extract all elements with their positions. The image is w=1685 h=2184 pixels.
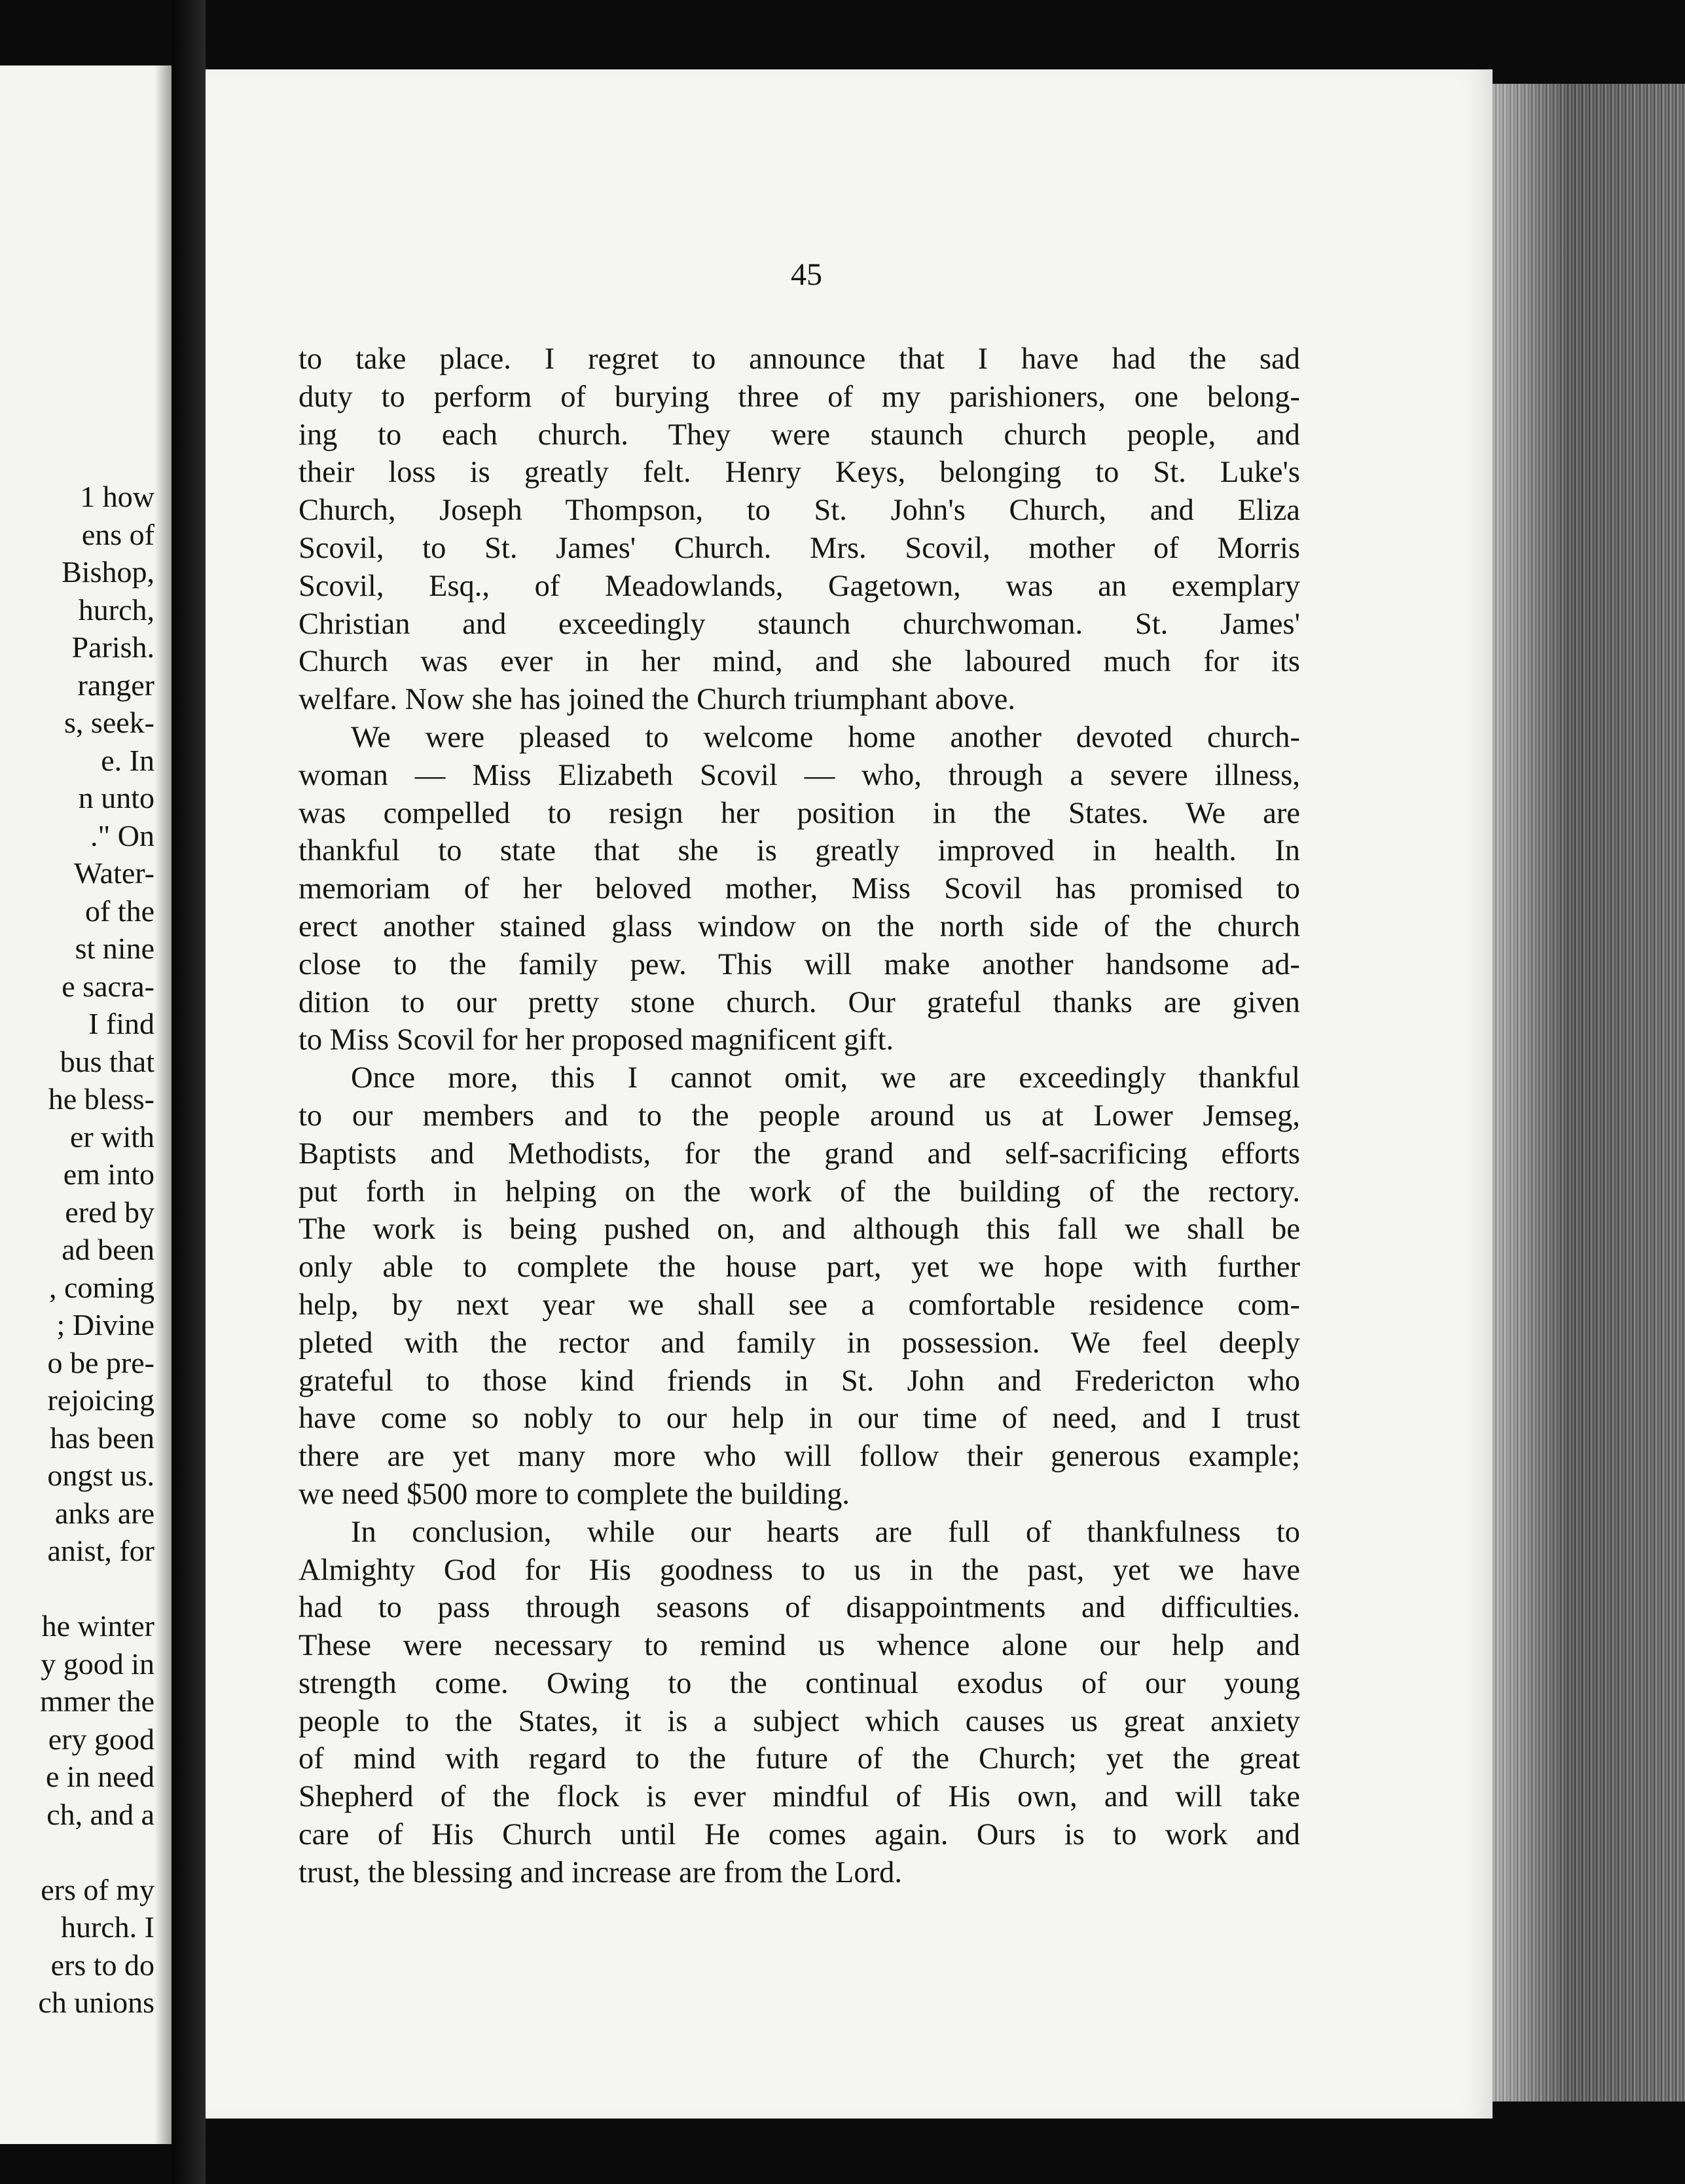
text-line: dition to our pretty stone church. Our grateful thanks are given [299,985,1300,1019]
text-line: Almighty God for His goodness to us in the past, yet we have [299,1553,1300,1587]
left-page-line: mmer the [40,1684,154,1718]
left-page-line: 1 how [80,480,154,513]
text-line: Once more, this I cannot omit, we are exceedingly thankful [351,1061,1300,1095]
left-page-line: ers of my [41,1872,154,1906]
left-page-line: st nine [75,932,154,965]
text-line: In conclusion, while our hearts are full of thankfulness to [351,1515,1300,1549]
text-line: of mind with regard to the future of the Church; yet the great [299,1742,1300,1776]
text-line: to our members and to the people around us at Lower Jemseg, [299,1099,1300,1133]
left-page-line: ery good [48,1722,154,1756]
left-page-line: , coming [49,1270,154,1304]
left-page-line: er with [69,1119,154,1154]
book-gutter [172,0,206,2184]
page-edges [1493,84,1685,2102]
text-line: there are yet many more who will follow their generous example; [299,1440,1300,1474]
text-line: people to the States, it is a subject which causes us great anxiety [299,1704,1300,1738]
text-line: welfare. Now she has joined the Church triumphant above. [299,683,1016,717]
left-page-line: Bishop, [62,555,154,589]
left-page-line: e sacra- [62,969,154,1003]
text-line: to Miss Scovil for her proposed magnificent gift. [299,1023,894,1057]
left-page-line: ongst us. [47,1459,154,1492]
left-page-line: ." On [90,818,154,852]
left-page-line: ch, and a [46,1797,154,1831]
text-line: Church was ever in her mind, and she laboured much for its [299,645,1300,679]
page-edges-shading [1493,84,1685,2102]
left-page-line: ; Divine [56,1308,154,1341]
text-line: Scovil, to St. James' Church. Mrs. Scovil, mother of Morris [299,531,1300,565]
left-page-line: em into [63,1157,154,1191]
text-line: We were pleased to welcome home another devoted church- [351,720,1300,754]
left-page-binding-shadow [154,65,172,2144]
left-page-line: ad been [62,1233,154,1266]
text-line: we need $500 more to complete the building. [299,1477,850,1511]
left-page-line [0,1833,154,1871]
text-line: help, by next year we shall see a comfortable residence com- [299,1288,1300,1322]
text-line: The work is being pushed on, and although this fall we shall be [299,1212,1300,1247]
text-line: have come so nobly to our help in our time of need, and I trust [299,1402,1300,1436]
left-page-line: ch unions [38,1986,154,2019]
left-page-line: hurch. I [60,1910,154,1944]
text-line: their loss is greatly felt. Henry Keys, belonging to St. Luke's [299,456,1300,490]
left-page-line: anist, for [47,1534,154,1567]
text-line: was compelled to resign her position in the States. We are [299,796,1300,830]
left-page-line: Water- [73,856,154,890]
text-line: strength come. Owing to the continual exodus of our young [299,1666,1300,1700]
text-line: erect another stained glass window on the north side of the church [299,909,1300,943]
left-page-line: s, seek- [64,706,154,739]
left-page-line: Parish. [71,630,154,664]
text-line: Scovil, Esq., of Meadowlands, Gagetown, was an exemplary [299,569,1300,603]
paragraph [299,1514,1300,1892]
left-page-line: bus that [60,1044,154,1078]
text-line: woman — Miss Elizabeth Scovil — who, through a severe illness, [299,758,1300,792]
left-page-line: o be pre- [47,1345,154,1379]
text-line: Shepherd of the flock is ever mindful of His own, and will take [299,1780,1300,1814]
left-facing-page [0,65,172,2144]
text-line: grateful to those kind friends in St. John and Fredericton who [299,1364,1300,1398]
left-page-line: he bless- [48,1082,154,1116]
paragraph [299,1059,1300,1514]
left-page-line: ers to do [50,1948,154,1982]
text-line: Christian and exceedingly staunch churchwoman. St. James' [299,607,1300,641]
text-line: Baptists and Methodists, for the grand and self-sacrificing efforts [299,1137,1300,1171]
left-page-line: n unto [78,781,154,814]
text-line: pleted with the rector and family in possession. We feel deeply [299,1326,1300,1360]
left-page-line: ranger [77,668,154,702]
text-line: thankful to state that she is greatly improved in health. In [299,834,1300,868]
left-page-text-fragments [0,478,154,2022]
text-line: had to pass through seasons of disappointments and difficulties. [299,1591,1300,1625]
text-line: Church, Joseph Thompson, to St. John's Church, and Eliza [299,494,1300,528]
left-page-line: I find [88,1007,154,1040]
left-page-line: ens of [81,517,154,551]
left-page-line [0,1570,154,1608]
body-text [299,340,1300,1892]
text-line: care of His Church until He comes again. Ours is to work and [299,1818,1300,1852]
text-line: memoriam of her beloved mother, Miss Scovil has promised to [299,872,1300,906]
left-page-line: of the [84,894,154,928]
left-page-line: rejoicing [47,1383,154,1417]
text-line: only able to complete the house part, yet we hope with further [299,1250,1300,1284]
left-page-line: he winter [41,1609,154,1643]
paragraph [299,719,1300,1059]
left-page-line: e. In [101,743,154,777]
text-line: These were necessary to remind us whence alone our help and [299,1629,1300,1663]
text-line: trust, the blessing and increase are from the Lord. [299,1855,902,1889]
page-number: 45 [791,257,822,292]
left-page-line: anks are [55,1496,154,1530]
left-page-line: has been [50,1421,154,1455]
left-page-line: e in need [45,1760,154,1793]
left-page-line: ered by [65,1195,154,1229]
paragraph [299,340,1300,719]
text-line: ing to each church. They were staunch church people, and [299,418,1300,452]
text-line: to take place. I regret to announce that I have had the sad [299,342,1300,376]
text-line: put forth in helping on the work of the building of the rectory. [299,1174,1300,1209]
left-page-line: hurch, [78,592,154,627]
text-line: close to the family pew. This will make another handsome ad- [299,947,1300,981]
left-page-line: y good in [41,1647,154,1681]
text-line: duty to perform of burying three of my parishioners, one belong- [299,380,1300,414]
